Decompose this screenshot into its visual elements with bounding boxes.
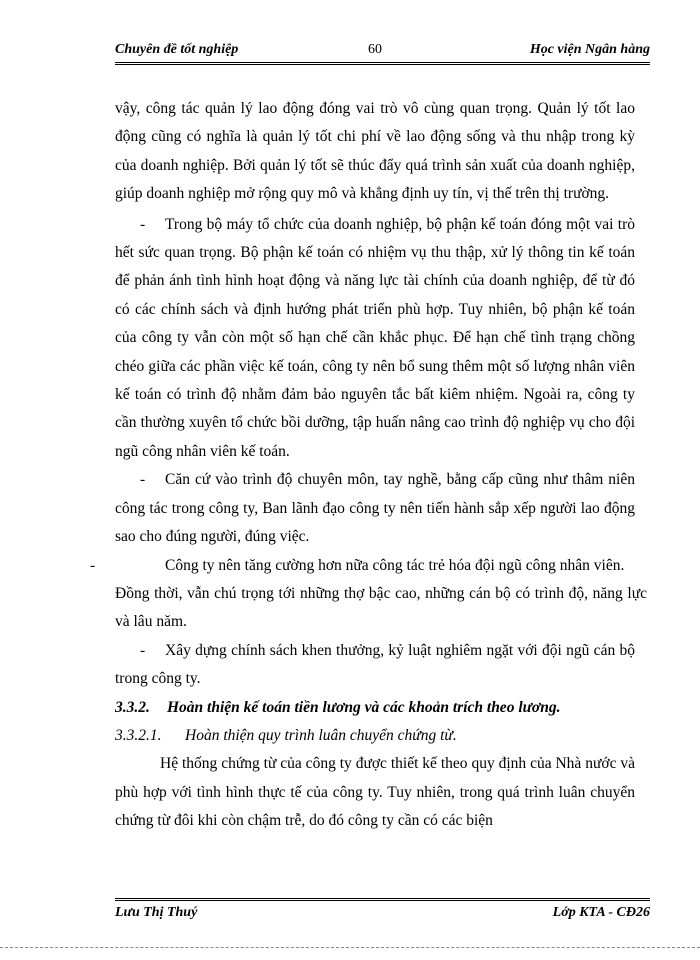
page-footer: [115, 898, 650, 923]
list-item-text: Xây dựng chính sách khen thưởng, kỷ luật nghiêm ngặt với đội ngũ cán bộ trong công ty.: [115, 641, 635, 688]
section-heading: [115, 694, 635, 722]
footer-author: Lưu Thị Thuý: [115, 905, 198, 920]
page-number: 60: [368, 42, 382, 57]
subsection-number: 3.3.2.1.: [115, 726, 162, 744]
header-title: Chuyên đề tốt nghiệp: [115, 42, 239, 57]
header-institution: Học viện Ngân hàng: [529, 42, 650, 57]
paragraph: Đồng thời, vẫn chú trọng tới những thợ bậc cao, những cán bộ có trình độ, năng lực và lâu năm.: [115, 584, 647, 631]
page-header: [115, 42, 650, 65]
subsection-title: Hoàn thiện quy trình luân chuyển chứng từ.: [185, 726, 457, 744]
dash-marker: -: [140, 215, 146, 233]
list-item: [115, 211, 635, 467]
list-item: [115, 466, 635, 551]
page-edge-divider: [0, 947, 700, 948]
section-number: 3.3.2.: [115, 698, 150, 716]
dash-marker: -: [90, 556, 96, 574]
list-item-text: Công ty nên tăng cường hơn nữa công tác trẻ hóa đội ngũ công nhân viên.: [165, 556, 625, 574]
page-body: [90, 95, 647, 836]
section-title: Hoàn thiện kế toán tiền lương và các khoản trích theo lương.: [167, 698, 561, 716]
dash-marker: -: [140, 471, 146, 489]
subsection-heading: [115, 722, 635, 750]
list-item: [90, 552, 635, 580]
list-item-text: Căn cứ vào trình độ chuyên môn, tay nghề, bằng cấp cũng như thâm niên công tác trong công ty, Ban lãnh đạo công ty nên tiến hành sắp xếp người lao động sao cho đúng người, đúng việc.: [115, 471, 635, 546]
dash-marker: -: [140, 641, 146, 659]
list-item-text: Trong bộ máy tổ chức của doanh nghiệp, bộ phận kế toán đóng một vai trò hết sức quan trọng. Bộ phận kế toán có nhiệm vụ thu thập, xử lý thông tin kế toán để phản ánh tình hình hoạt động và năng lực tài chính của doanh nghiệp, để từ đó có các chính sách và định hướng phát triển phù hợp. Tuy nhiên, bộ phận kế toán của công ty vẫn còn một số hạn chế cần khắc phục. Để hạn chế tình trạng chồng chéo giữa các phần việc kế toán, công ty nên bổ sung thêm một số lượng nhân viên kế toán có trình độ nhằm đảm bảo nguyên tắc bất kiêm nhiệm. Ngoài ra, công ty cần thường xuyên tổ chức bồi dưỡng, tập huấn nâng cao trình độ nghiệp vụ cho đội ngũ công nhân viên kế toán.: [115, 215, 635, 460]
paragraph: Hệ thống chứng từ của công ty được thiết kế theo quy định của Nhà nước và phù hợp với tình hình thực tế của công ty. Tuy nhiên, trong quá trình luân chuyển chứng từ đôi khi còn chậm trễ, do đó công ty cần có các biện: [115, 755, 635, 830]
footer-class: Lớp KTA - CĐ26: [552, 905, 650, 920]
list-item: [115, 637, 635, 694]
paragraph: vậy, công tác quản lý lao động đóng vai trò vô cùng quan trọng. Quản lý tốt lao động cũng có nghĩa là quản lý tốt chi phí về lao động sống và thu nhập trong kỳ của doanh nghiệp. Bởi quản lý tốt sẽ thúc đẩy quá trình sản xuất của doanh nghiệp, giúp doanh nghiệp mở rộng quy mô và khẳng định uy tín, vị thế trên thị trường.: [115, 100, 635, 203]
